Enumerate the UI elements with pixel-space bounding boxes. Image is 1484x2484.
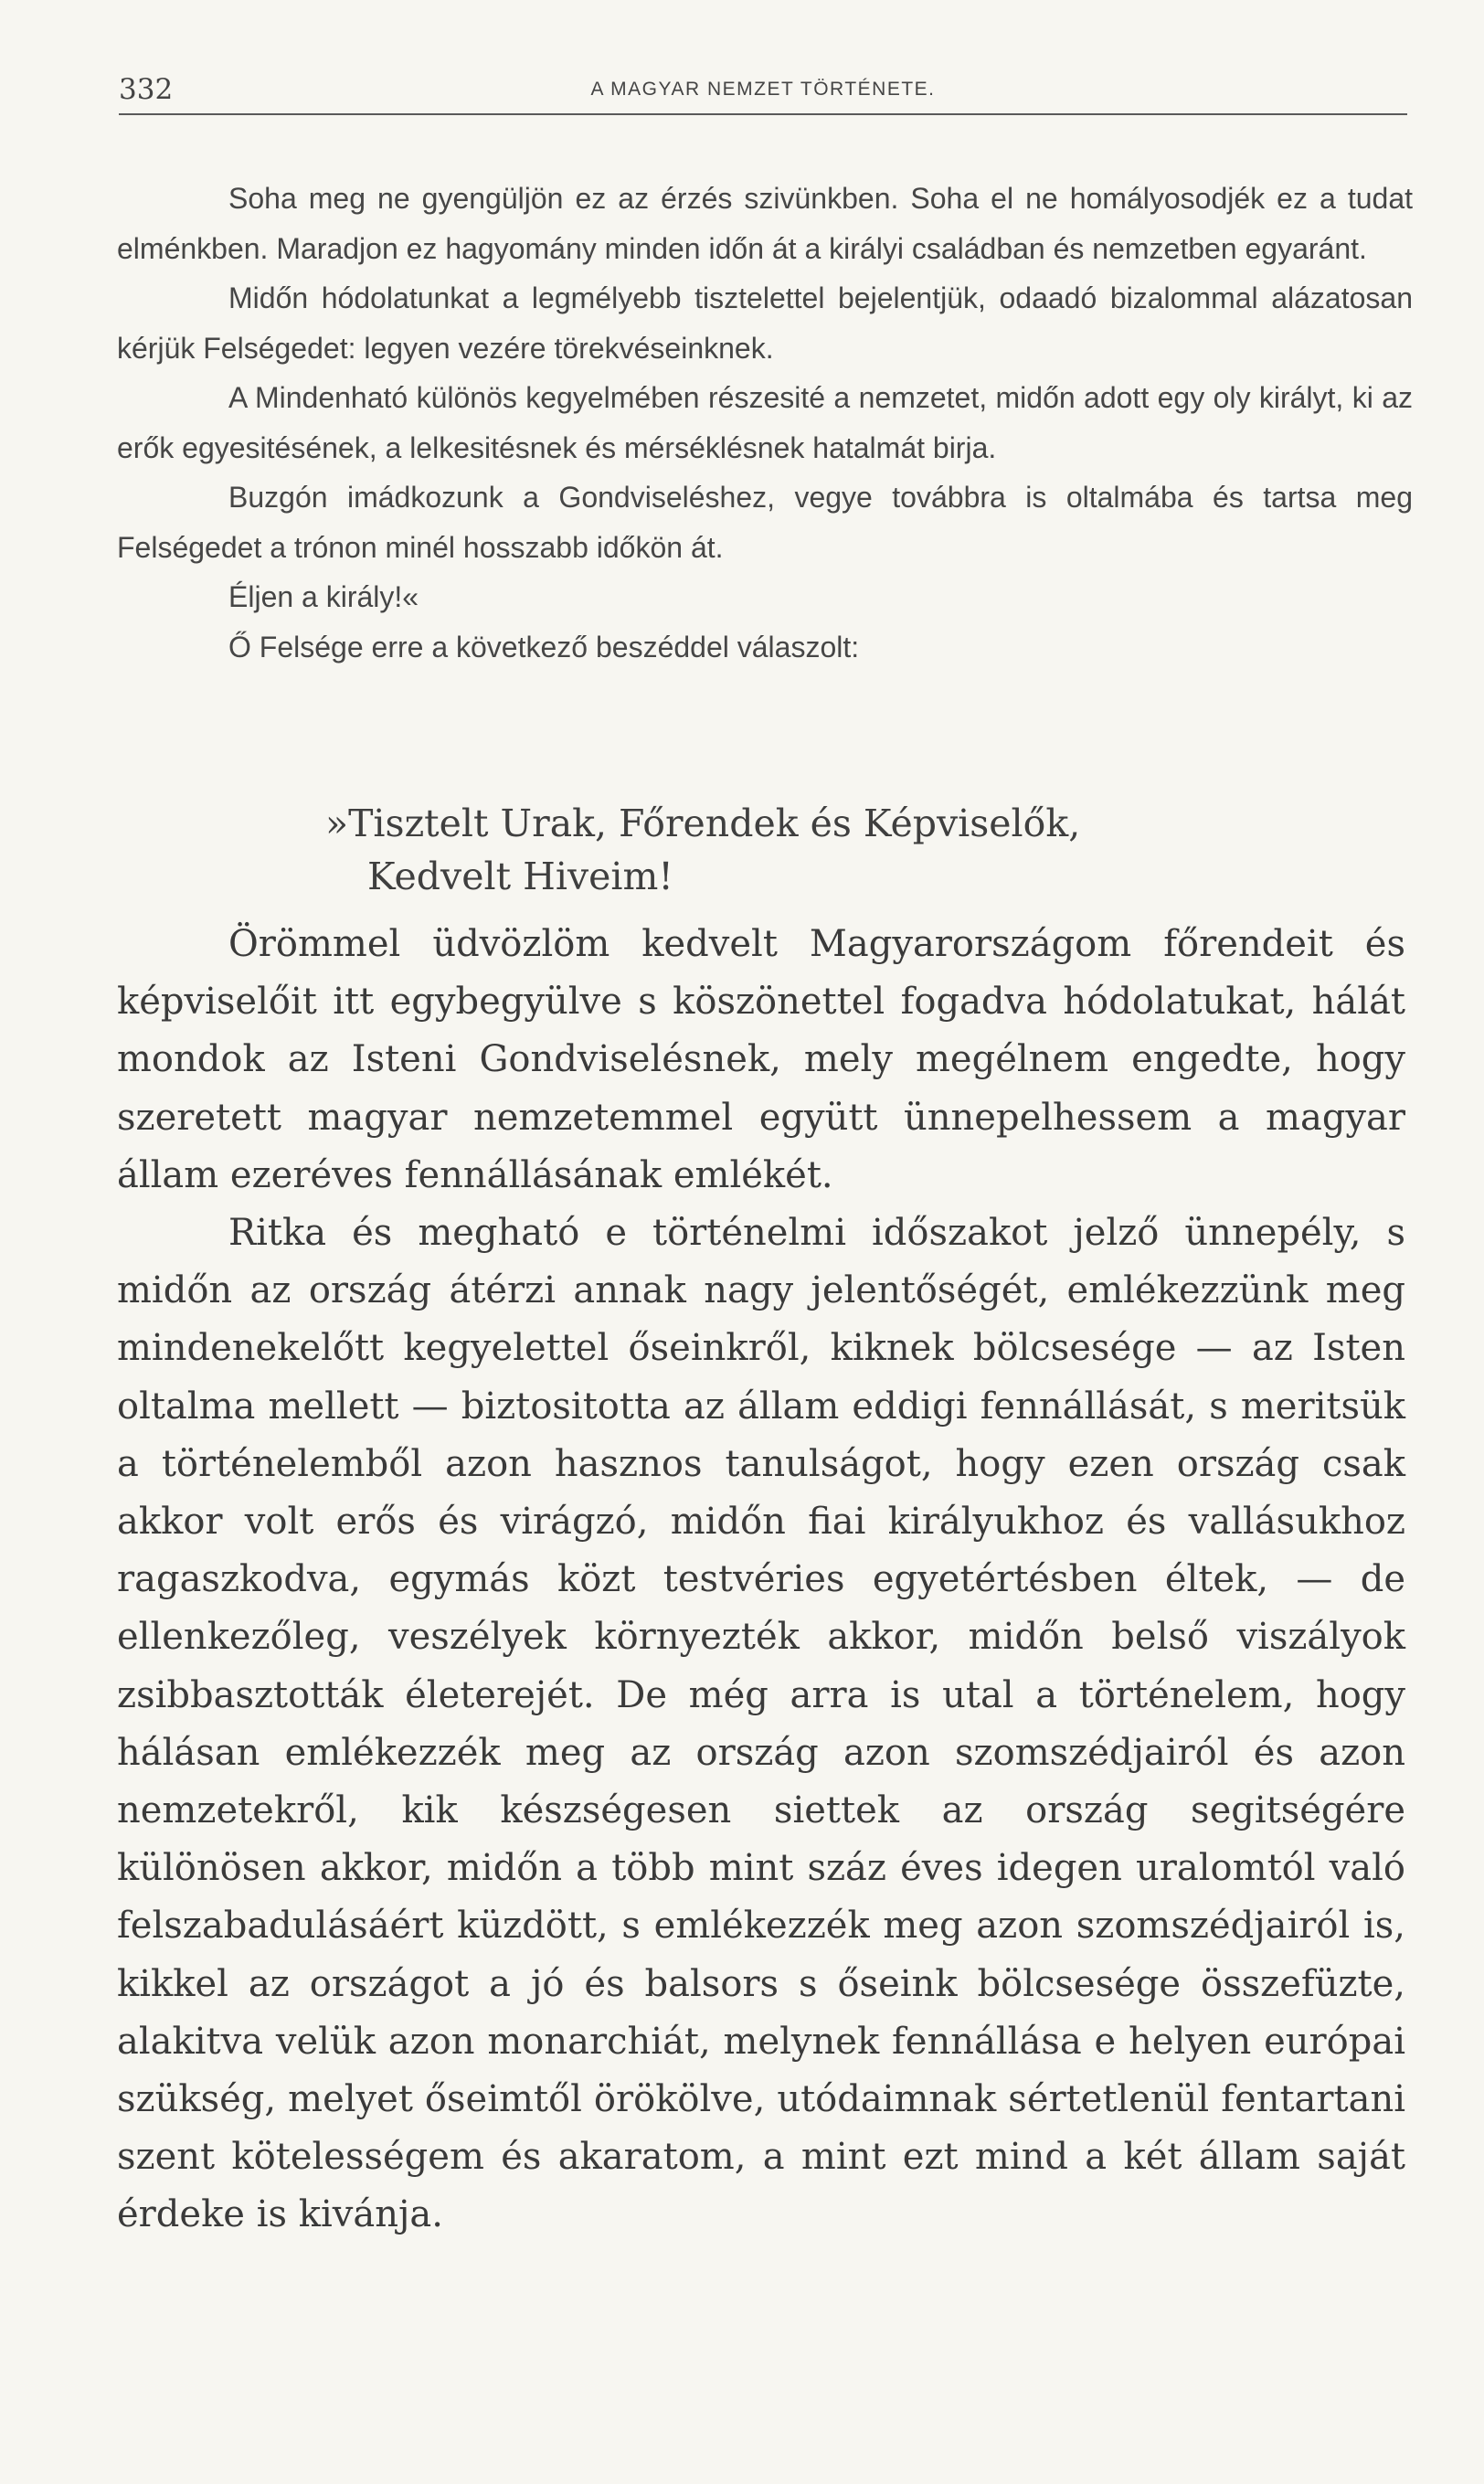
paragraph: Buzgón imádkozunk a Gondviseléshez, vegye továbbra is oltalmába és tartsa meg Felségedet a trónon minél hosszabb időkön át. xyxy=(117,481,1413,564)
speech-text xyxy=(117,916,1405,2245)
paragraph: Örömmel üdvözlöm kedvelt Magyarországom főrendeit és képviselőit itt egybegyülve s köszönettel fogadva hódolatukat, hálát mondok az Isteni Gondviselésnek, mely megélnem engedte, hogy szeretett magyar nemzetemmel együtt ünnepelhessem a magyar állam ezeréves fennállásának emlékét. xyxy=(117,923,1405,1196)
paragraph: Soha meg ne gyengüljön ez az érzés szivünkben. Soha el ne homályosodjék ez a tudat elménkben. Maradjon ez hagyomány minden időn át a királyi családban és nemzetben egyaránt. xyxy=(117,182,1413,265)
paragraph: Éljen a király!« xyxy=(228,580,419,613)
paragraph: Ő Felsége erre a következő beszéddel válaszolt: xyxy=(228,630,860,663)
salutation-line: »Tisztelt Urak, Főrendek és Képviselők, xyxy=(325,801,1081,845)
paragraph: Midőn hódolatunkat a legmélyebb tisztelettel bejelentjük, odaadó bizalommal alázatosan kérjük Felségedet: legyen vezére törekvéseinknek. xyxy=(117,281,1413,365)
header-rule xyxy=(119,113,1407,115)
address-text xyxy=(117,174,1413,672)
paragraph: Ritka és megható e történelmi időszakot jelző ünnepély, s midőn az ország átérzi annak nagy jelentőségét, emlékezzünk meg mindenekelőtt kegyelettel őseinkről, kiknek bölcsesége — az Isten oltalma mellett — biztositotta az állam eddigi fennállását, s meritsük a történelemből azon hasznos tanulságot, hogy ezen ország csak akkor volt erős és virágzó, midőn fiai királyukhoz és vallásukhoz ragaszkodva, egymás közt testvéries egyetértésben éltek, — de ellenkezőleg, veszélyek környezték akkor, midőn belső viszályok zsibbasztották életerejét. De még arra is utal a történelem, hogy hálásan emlékezzék meg az ország azon szomszédjairól és azon nemzetekről, kik készségesen siettek az ország segitségére különösen akkor, midőn a több mint száz éves idegen uralomtól való felszabadulásáért küzdött, s emlékezzék meg azon szomszédjairól is, kikkel az országot a jó és balsors s őseink bölcsesége összefüzte, alakitva velük azon monarchiát, melynek fennállása e helyen európai szükség, melyet őseimtől örökölve, utódaimnak sértetlenül fentartani szent kötelességem és akaratom, a mint ezt mind a két állam saját érdeke is kivánja. xyxy=(117,1212,1405,2236)
salutation-line: Kedvelt Hiveim! xyxy=(367,855,673,898)
speech-salutation xyxy=(325,797,1330,903)
page-number: 332 xyxy=(119,73,174,106)
running-title: A MAGYAR NEMZET TÖRTÉNETE. xyxy=(590,79,936,100)
paragraph: A Mindenható különös kegyelmében részesité a nemzetet, midőn adott egy oly királyt, ki az erők egyesitésének, a lelkesitésnek és mérséklésnek hatalmát birja. xyxy=(117,381,1413,464)
page-header xyxy=(119,66,1407,121)
